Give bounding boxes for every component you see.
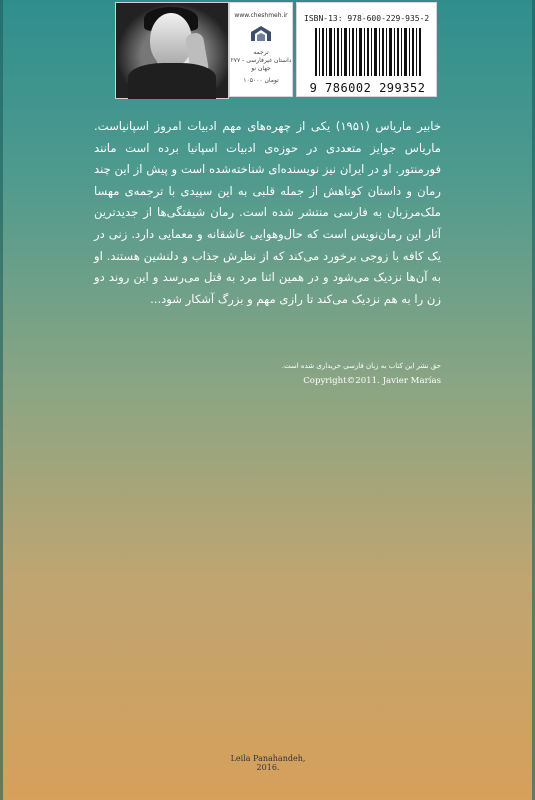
publisher-url: www.cheshmeh.ir	[234, 12, 288, 19]
series-line-3: جهان نو	[251, 65, 271, 72]
series-line-2: داستان غیرفارسی - ۲۷۷	[230, 57, 292, 64]
book-price: ۱۰۵۰۰۰ تومان	[243, 77, 279, 84]
blurb-text	[94, 116, 441, 310]
book-arch-logo-icon	[249, 23, 273, 47]
cover-credit: Leila Panahandeh, 2016.	[230, 754, 306, 772]
barcode-icon	[315, 28, 423, 76]
blurb-paragraph: خابیر ماریاس (۱۹۵۱) یکی از چهره‌های مهم ادبیات امروز اسپانیاست. ماریاس جوایز متعددی در حوزه‌ی ادبیات اسپانیا برده است مانند فورمنتور. او در ایران نیز نویسنده‌ای شناخته‌شده است و پیش از این چند رمان و داستان کوتاهش از جمله قلبی به این سپیدی با ترجمه‌ی مهسا ملک‌مرزبان به فارسی منتشر شده است. رمان شیفتگی‌ها از جدیدترین آثار این رمان‌نویس است که حال‌وهوایی عاشقانه و معمایی دارد. زنی در یک کافه با زوجی برخورد می‌کند که از نظرش جذاب و دلنشین هستند. او به آن‌ها نزدیک می‌شود و در همین اثنا مرد به قتل می‌رسد و این روند دو زن را به هم نزدیک می‌کند تا رازی مهم و بزرگ آشکار شود...	[94, 119, 442, 306]
english-copyright-line: Copyright©2011. Javier Marías	[303, 376, 441, 386]
publisher-info-panel	[229, 2, 293, 97]
series-line-1: ترجمه	[253, 49, 269, 56]
left-spine-edge	[0, 0, 3, 800]
author-shoulders	[128, 63, 216, 99]
persian-copyright-line: حق نشر این کتاب به زبان فارسی خریداری شده است.	[281, 362, 441, 370]
isbn-text: ISBN-13: 978-600-229-935-2	[304, 14, 430, 23]
barcode-digits: 9 786002 299352	[309, 81, 426, 95]
barcode-panel	[296, 2, 437, 97]
author-photo	[115, 2, 229, 99]
copyright-block	[246, 360, 441, 388]
